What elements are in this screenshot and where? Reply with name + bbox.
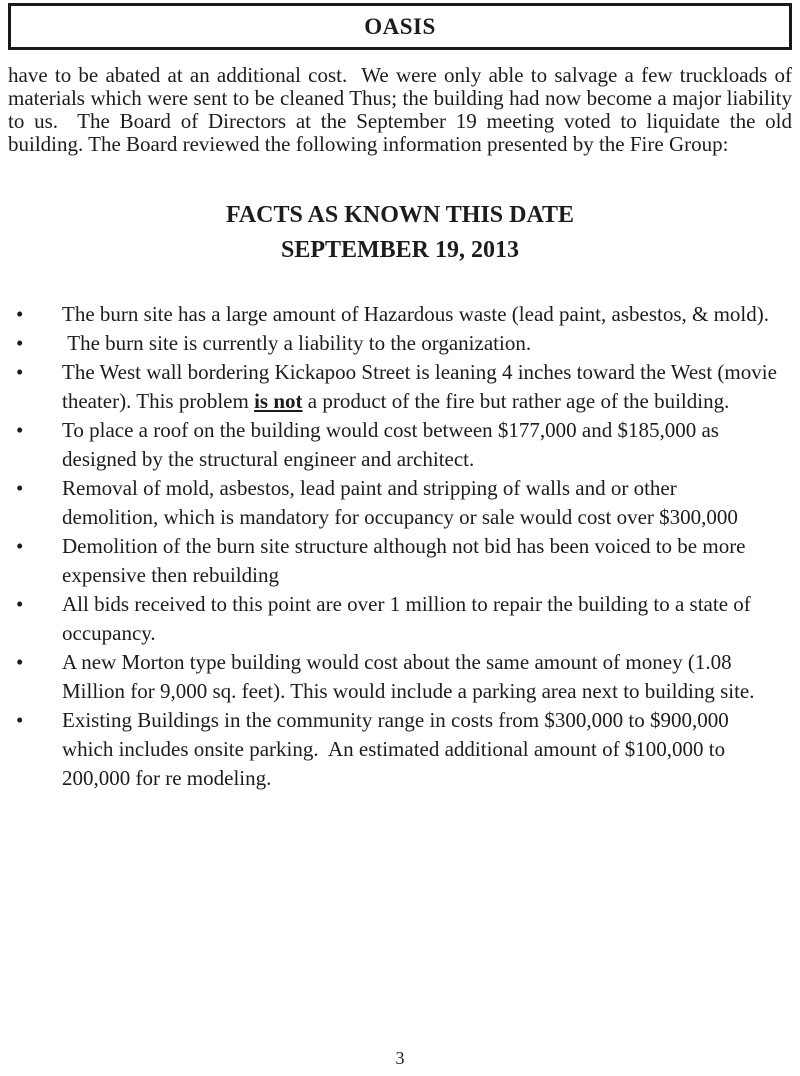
fact-item	[8, 358, 783, 416]
fact-item	[8, 706, 778, 793]
fact-text: Existing Buildings in the community range in costs from $300,000 to $900,000 which includes onsite parking. An estimated additional amount of $100,000 to 200,000 for re modeling.	[62, 708, 734, 790]
fact-text: Removal of mold, asbestos, lead paint and stripping of walls and or other demolition, which is mandatory for occupancy or sale would cost over $300,000	[62, 476, 738, 529]
page-number: 3	[395, 1048, 405, 1068]
fact-text: A new Morton type building would cost about the same amount of money (1.08 Million for 9,000 sq. feet). This would include a parking area next to building site.	[62, 650, 755, 703]
bullet-marker-icon: •	[16, 302, 24, 326]
fact-text: The burn site has a large amount of Hazardous waste (lead paint, asbestos, & mold).	[62, 302, 769, 326]
section-heading-line2: SEPTEMBER 19, 2013	[280, 237, 520, 263]
bullet-marker-icon: •	[16, 331, 24, 355]
fact-item	[8, 590, 778, 648]
fact-text: All bids received to this point are over 1 million to repair the building to a state of occupancy.	[62, 592, 757, 645]
fact-text: To place a roof on the building would cost between $177,000 and $185,000 as designed by the structural engineer and architect.	[62, 418, 725, 471]
document-title: OASIS	[364, 13, 436, 39]
bullet-marker-icon: •	[16, 534, 24, 558]
fact-text: The West wall bordering Kickapoo Street is leaning 4 inches toward the West (movie theater). This problem is not a product of the fire but rather age of the building.	[62, 360, 783, 413]
document-header	[8, 3, 792, 50]
emphasized-text: is not	[254, 389, 303, 413]
fact-item	[8, 329, 778, 358]
bullet-marker-icon: •	[16, 360, 24, 384]
bullet-marker-icon: •	[16, 418, 24, 442]
fact-text: Demolition of the burn site structure although not bid has been voiced to be more expensive then rebuilding	[62, 534, 751, 587]
facts-list	[8, 300, 792, 793]
fact-item	[8, 474, 778, 532]
fact-item	[8, 648, 778, 706]
fact-text: The burn site is currently a liability to the organization.	[62, 331, 532, 355]
intro-paragraph: have to be abated at an additional cost. We were only able to salvage a few truckloads of materials which were sent to be cleaned Thus; the building had now become a major liability to us. The Board of Directors at the September 19 meeting voted to liquidate the old building. The Board reviewed the following information presented by the Fire Group:	[8, 63, 798, 156]
bullet-marker-icon: •	[16, 650, 24, 674]
bullet-marker-icon: •	[16, 592, 24, 616]
bullet-marker-icon: •	[16, 476, 24, 500]
fact-item	[8, 532, 778, 590]
fact-item	[8, 300, 778, 329]
fact-item	[8, 416, 778, 474]
bullet-marker-icon: •	[16, 708, 24, 732]
section-heading-line1: FACTS AS KNOWN THIS DATE	[225, 202, 575, 228]
